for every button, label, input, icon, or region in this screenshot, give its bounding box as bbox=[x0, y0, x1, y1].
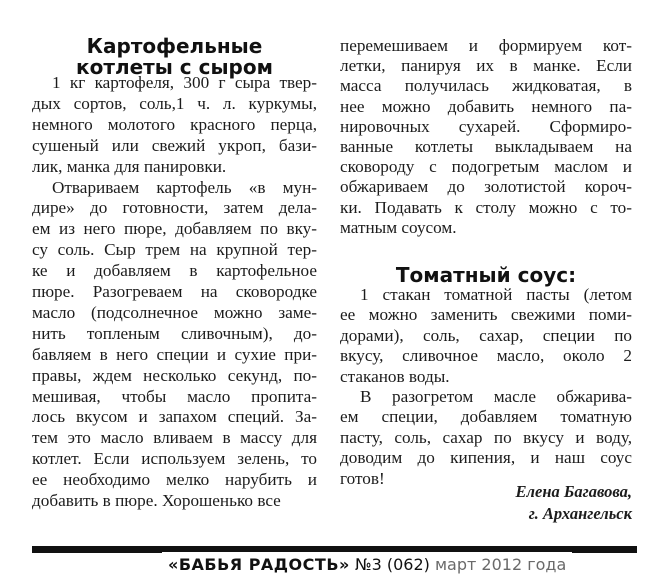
text-line: доводим до кипения, и наш соус bbox=[340, 448, 632, 468]
text-line: котлет. Если используем зелень, то bbox=[32, 449, 317, 469]
text-line: ее можно заменить свежими поми- bbox=[340, 305, 632, 325]
text-line: ее необходимо мелко нарубить и bbox=[32, 470, 317, 490]
text-line: ем из него пюре, добавляем по вку- bbox=[32, 219, 317, 239]
text-line: тем это масло вливаем в массу для bbox=[32, 428, 317, 448]
text-line: стаканов воды. bbox=[340, 366, 450, 386]
text-line: сушеный или свежий укроп, бази- bbox=[32, 135, 317, 155]
text-line: су соль. Сыр трем на крупной тер- bbox=[32, 240, 317, 260]
text-line: 1 стакан томатной пасты (летом bbox=[360, 285, 632, 304]
text-line: летки, панируя их в манке. Если bbox=[340, 56, 632, 76]
text-line: Отвариваем картофель «в мун- bbox=[52, 177, 317, 197]
footer bbox=[162, 552, 572, 578]
text-line: мешивая, чтобы масло пропита- bbox=[32, 386, 317, 406]
text-line: ки. Подавать к столу можно с то- bbox=[340, 197, 632, 217]
text-line: нее можно добавить немного па- bbox=[340, 96, 632, 116]
publication-name: «БАБЬЯ РАДОСТЬ» bbox=[168, 555, 350, 574]
text-line: 1 кг картофеля, 300 г сыра твер- bbox=[52, 73, 317, 92]
text-line: дире» до готовности, затем дела- bbox=[32, 198, 317, 218]
recipe-title bbox=[32, 36, 317, 78]
text-line: готов! bbox=[340, 468, 385, 488]
text-line: бавляем в него специи и сухие при- bbox=[32, 344, 317, 364]
text-line: немного молотого красного перца, bbox=[32, 114, 317, 134]
text-line: ем специи, добавляем томатную bbox=[340, 407, 632, 427]
text-line: нить топленым сливочным), до- bbox=[32, 323, 317, 343]
recipe-title-line: Картофельные bbox=[86, 34, 263, 58]
recipe-title-line: котлеты с сыром bbox=[76, 55, 273, 79]
text-line: ке и добавляем в картофельное bbox=[32, 261, 317, 281]
issue-date: март 2012 года bbox=[434, 555, 567, 574]
text-line: масло (подсолнечное можно заме- bbox=[32, 302, 317, 322]
text-line: правы, ждем несколько секунд, по- bbox=[32, 365, 317, 385]
text-line: В разогретом масле обжарива- bbox=[360, 387, 632, 406]
text-line: матным соусом. bbox=[340, 217, 457, 237]
text-line: лось вкусом и запахом специй. За- bbox=[32, 407, 317, 427]
text-line: лик, манка для панировки. bbox=[32, 156, 227, 176]
text-line: дых сортов, соль,1 ч. л. куркумы, bbox=[32, 93, 317, 113]
text-line: добавить в пюре. Хорошенько все bbox=[32, 491, 281, 510]
text-line: пюре. Разогреваем на сковородке bbox=[32, 282, 317, 301]
issue-number: №3 (062) bbox=[354, 555, 430, 574]
author-name: Елена Багавова, bbox=[515, 482, 632, 501]
text-line: нировочных сухарей. Сформиро- bbox=[340, 116, 632, 136]
text-line: масса получилась жидковатая, в bbox=[340, 76, 632, 96]
text-line: обжариваем до золотистой короч- bbox=[340, 177, 632, 197]
text-line: пасту, соль, сахар по вкусу и воду, bbox=[340, 427, 632, 447]
text-line: перемешиваем и формируем кот- bbox=[340, 36, 632, 55]
text-line: вкусу, сливочное масло, около 2 bbox=[340, 346, 632, 366]
text-line: сковороду с подогретым маслом и bbox=[340, 157, 632, 177]
author-city: г. Архангельск bbox=[528, 504, 632, 523]
text-line: дорами), соль, сахар, специи по bbox=[340, 325, 632, 345]
text-line: ванные котлеты выкладываем на bbox=[340, 137, 632, 156]
sauce-title: Томатный соус: bbox=[395, 263, 577, 287]
